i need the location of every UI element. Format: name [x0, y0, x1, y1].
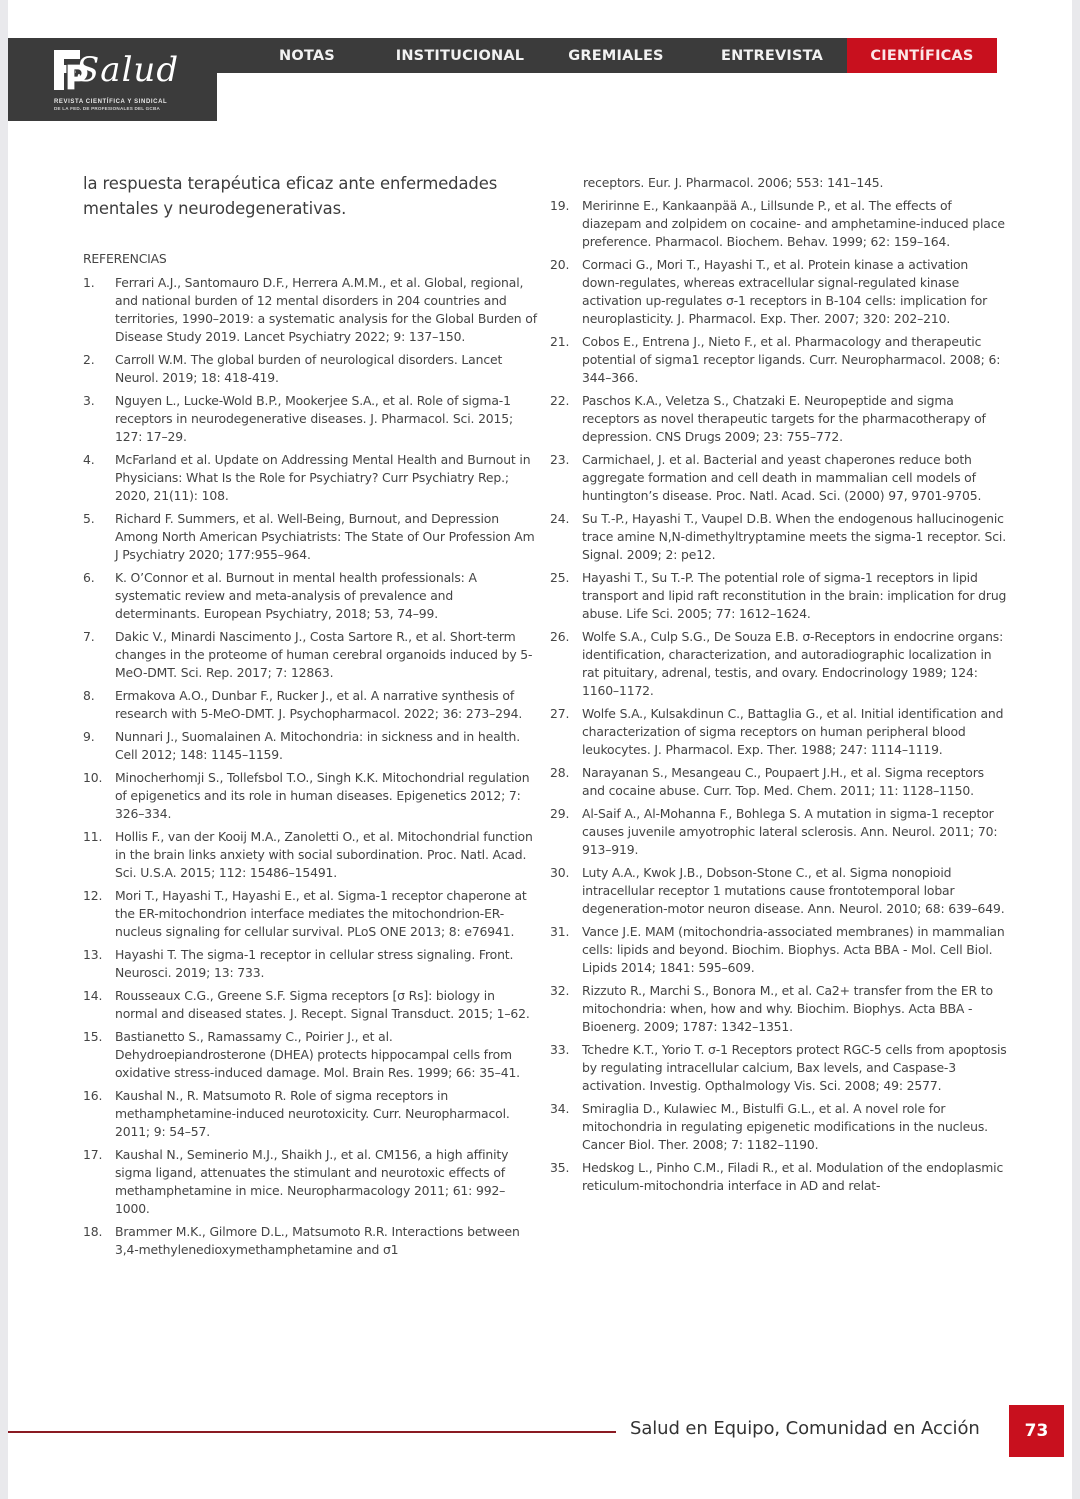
reference-item	[550, 864, 1008, 918]
nav-tab-institucional[interactable]: INSTITUCIONAL	[395, 48, 525, 64]
references-column-right	[550, 174, 1008, 1200]
reference-number: 21.	[550, 334, 570, 349]
reference-item	[83, 1223, 539, 1259]
footer-tagline: Salud en Equipo, Comunidad en Acción	[630, 1418, 980, 1439]
reference-number: 20.	[550, 257, 570, 272]
logo-subtitle: REVISTA CIENTÍFICA Y SINDICAL	[54, 99, 168, 105]
reference-text: Nunnari J., Suomalainen A. Mitochondria: in sickness and in health. Cell 2012; 148: 1145–1159.	[115, 729, 521, 762]
logo[interactable]	[8, 38, 217, 121]
page-number: 73	[1009, 1405, 1064, 1457]
reference-item	[83, 392, 539, 446]
reference-item	[83, 1028, 539, 1082]
reference-item	[83, 887, 539, 941]
reference-item	[83, 510, 539, 564]
reference-number: 8.	[83, 688, 95, 703]
reference-text: McFarland et al. Update on Addressing Mental Health and Burnout in Physicians: What Is the Role for Psychiatry? Curr Psychiatry Rep.; 2020, 21(11): 108.	[115, 452, 531, 503]
reference-number: 33.	[550, 1042, 570, 1057]
reference-text: Brammer M.K., Gilmore D.L., Matsumoto R.R. Interactions between 3,4-methylenedioxymethamphetamine and σ1	[115, 1224, 520, 1257]
reference-text: Vance J.E. MAM (mitochondria-associated membranes) in mammalian cells: lipids and beyond. Biochim. Biophys. Acta BBA - Mol. Cell Biol. Lipids 2014; 1841: 595–609.	[582, 924, 1005, 975]
reference-number: 22.	[550, 393, 570, 408]
reference-number: 7.	[83, 629, 95, 644]
reference-text: Minocherhomji S., Tollefsbol T.O., Singh K.K. Mitochondrial regulation of epigenetics and its role in human diseases. Epigenetics 2012; 7: 326–334.	[115, 770, 530, 821]
reference-number: 31.	[550, 924, 570, 939]
reference-item	[83, 687, 539, 723]
reference-number: 28.	[550, 765, 570, 780]
reference-number: 27.	[550, 706, 570, 721]
reference-number: 14.	[83, 988, 103, 1003]
magazine-page	[8, 0, 1072, 1499]
reference-text: Hedskog L., Pinho C.M., Filadi R., et al. Modulation of the endoplasmic reticulum-mitochondria interface in AD and relat-	[582, 1160, 1004, 1193]
reference-text: Kaushal N., R. Matsumoto R. Role of sigma receptors in methamphetamine-induced neurotoxicity. Curr. Neuropharmacol. 2011; 9: 54–57.	[115, 1088, 510, 1139]
reference-item	[550, 256, 1008, 328]
reference-number: 29.	[550, 806, 570, 821]
reference-item	[550, 705, 1008, 759]
reference-text: Dakic V., Minardi Nascimento J., Costa Sartore R., et al. Short-term changes in the proteome of human cerebral organoids induced by 5-MeO-DMT. Sci. Rep. 2017; 7: 12863.	[115, 629, 533, 680]
reference-number: 15.	[83, 1029, 103, 1044]
reference-item	[550, 805, 1008, 859]
nav-tab-entrevista[interactable]: ENTREVISTA	[720, 48, 824, 64]
reference-text: Meririnne E., Kankaanpää A., Lillsunde P., et al. The effects of diazepam and zolpidem on cocaine- and amphetamine-induced place preference. Pharmacol. Biochem. Behav. 1999; 62: 159–164.	[582, 198, 1005, 249]
reference-number: 25.	[550, 570, 570, 585]
reference-number: 30.	[550, 865, 570, 880]
references-column-left	[83, 274, 539, 1264]
intro-paragraph: la respuesta terapéutica eficaz ante enfermedades mentales y neurodegenerativas.	[83, 174, 498, 218]
reference-text: Wolfe S.A., Culp S.G., De Souza E.B. σ-Receptors in endocrine organs: identification, characterization, and autoradiographic localization in rat pituitary, adrenal, testis, and ovary. Endocrinology 1989; 124: 1160–1172.	[582, 629, 1004, 698]
reference-text: Narayanan S., Mesangeau C., Poupaert J.H., et al. Sigma receptors and cocaine abuse. Curr. Top. Med. Chem. 2011; 11: 1128–1150.	[582, 765, 984, 798]
footer-divider	[8, 1431, 616, 1433]
reference-item	[550, 333, 1008, 387]
reference-number: 26.	[550, 629, 570, 644]
reference-text: Al-Saif A., Al-Mohanna F., Bohlega S. A mutation in sigma-1 receptor causes juvenile amyotrophic lateral sclerosis. Ann. Neurol. 2011; 70: 913–919.	[582, 806, 998, 857]
reference-continuation: receptors. Eur. J. Pharmacol. 2006; 553: 141–145.	[583, 175, 884, 190]
reference-text: Bastianetto S., Ramassamy C., Poirier J., et al. Dehydroepiandrosterone (DHEA) protects hippocampal cells from oxidative stress-induced damage. Mol. Brain Res. 1999; 66: 35–41.	[115, 1029, 520, 1080]
reference-item	[83, 728, 539, 764]
reference-text: Su T.-P., Hayashi T., Vaupel D.B. When the endogenous hallucinogenic trace amine N,N-dimethyltryptamine meets the sigma-1 receptor. Sci. Signal. 2009; 2: pe12.	[582, 511, 1006, 562]
reference-item	[83, 274, 539, 346]
reference-item	[550, 1159, 1008, 1195]
reference-item	[550, 1100, 1008, 1154]
reference-text: Wolfe S.A., Kulsakdinun C., Battaglia G., et al. Initial identification and characterization of sigma receptors on human peripheral blood leukocytes. J. Pharmacol. Exp. Ther. 1988; 247: 1114–1119.	[582, 706, 1004, 757]
reference-item	[83, 769, 539, 823]
reference-item	[83, 946, 539, 982]
reference-text: Mori T., Hayashi T., Hayashi E., et al. Sigma-1 receptor chaperone at the ER-mitochondrion interface mediates the mitochondrion-ER-nucleus signaling for cellular survival. PLoS ONE 2013; 8: e76941.	[115, 888, 527, 939]
reference-item	[83, 1087, 539, 1141]
reference-text: Smiraglia D., Kulawiec M., Bistulfi G.L., et al. A novel role for mitochondria in regulating epigenetic modifications in the nucleus. Cancer Biol. Ther. 2008; 7: 1182–1190.	[582, 1101, 988, 1152]
reference-number: 10.	[83, 770, 103, 785]
reference-text: Rousseaux C.G., Greene S.F. Sigma receptors [σ Rs]: biology in normal and diseased states. J. Recept. Signal Transduct. 2015; 1–62.	[115, 988, 530, 1021]
reference-number: 6.	[83, 570, 95, 585]
reference-text: Rizzuto R., Marchi S., Bonora M., et al. Ca2+ transfer from the ER to mitochondria: when, how and why. Biochim. Biophys. Acta BBA - Bioenerg. 2009; 1787: 1342–1351.	[582, 983, 993, 1034]
reference-item	[550, 392, 1008, 446]
reference-item	[83, 451, 539, 505]
logo-wordmark: Salud	[76, 50, 180, 90]
nav-tab-notas[interactable]: NOTAS	[279, 48, 335, 64]
reference-text: Hollis F., van der Kooij M.A., Zanoletti O., et al. Mitochondrial function in the brain links anxiety with social subordination. Proc. Natl. Acad. Sci. U.S.A. 2015; 112: 15486–15491.	[115, 829, 533, 880]
reference-item	[83, 628, 539, 682]
reference-item	[83, 987, 539, 1023]
references-heading: REFERENCIAS	[83, 251, 167, 266]
reference-number: 13.	[83, 947, 103, 962]
reference-number: 1.	[83, 275, 95, 290]
reference-item	[550, 923, 1008, 977]
reference-item	[83, 351, 539, 387]
reference-text: Kaushal N., Seminerio M.J., Shaikh J., et al. CM156, a high affinity sigma ligand, attenuates the stimulant and neurotoxic effects of methamphetamine in mice. Neuropharmacology 2011; 61: 992–1000.	[115, 1147, 509, 1216]
reference-item	[550, 451, 1008, 505]
reference-number: 3.	[83, 393, 95, 408]
reference-text: Cormaci G., Mori T., Hayashi T., et al. Protein kinase a activation down-regulates, whereas extracellular signal-regulated kinase activation up-regulates σ-1 receptors in B-104 cells: implication for neuroplasticity. J. Pharmacol. Exp. Ther. 2007; 320: 202–210.	[582, 257, 988, 326]
reference-item	[83, 569, 539, 623]
reference-text: Paschos K.A., Veletza S., Chatzaki E. Neuropeptide and sigma receptors as novel therapeutic targets for the pharmacotherapy of depression. CNS Drugs 2009; 23: 755–772.	[582, 393, 986, 444]
reference-item	[550, 764, 1008, 800]
reference-number: 19.	[550, 198, 570, 213]
reference-item	[550, 569, 1008, 623]
reference-item	[550, 510, 1008, 564]
reference-text: Carmichael, J. et al. Bacterial and yeast chaperones reduce both aggregate formation and cell death in mammalian cell models of huntington’s disease. Proc. Natl. Acad. Sci. (2000) 97, 9701-9705.	[582, 452, 982, 503]
reference-number: 18.	[83, 1224, 103, 1239]
reference-number: 2.	[83, 352, 95, 367]
reference-number: 11.	[83, 829, 103, 844]
reference-text: Nguyen L., Lucke-Wold B.P., Mookerjee S.A., et al. Role of sigma-1 receptors in neurodegenerative diseases. J. Pharmacol. Sci. 2015; 127: 17–29.	[115, 393, 514, 444]
reference-text: K. O’Connor et al. Burnout in mental health professionals: A systematic review and meta-analysis of prevalence and determinants. European Psychiatry, 2018; 53, 74–99.	[115, 570, 477, 621]
reference-item	[550, 982, 1008, 1036]
reference-item	[550, 1041, 1008, 1095]
references-list-right	[550, 197, 1008, 1195]
reference-item	[550, 197, 1008, 251]
logo-subtitle-secondary: DE LA FED. DE PROFESIONALES DEL GCBA	[54, 106, 160, 111]
reference-number: 12.	[83, 888, 103, 903]
reference-item	[83, 1146, 539, 1218]
reference-item	[550, 628, 1008, 700]
reference-text: Luty A.A., Kwok J.B., Dobson-Stone C., et al. Sigma nonopioid intracellular receptor 1 mutations cause frontotemporal lobar degeneration-motor neuron disease. Ann. Neurol. 2010; 68: 639–649.	[582, 865, 1005, 916]
reference-number: 4.	[83, 452, 95, 467]
reference-text: Tchedre K.T., Yorio T. σ-1 Receptors protect RGC-5 cells from apoptosis by regulating intracellular calcium, Bax levels, and Caspase-3 activation. Investig. Opthalmology Vis. Sci. 2008; 49: 2577.	[582, 1042, 1007, 1093]
reference-number: 32.	[550, 983, 570, 998]
reference-text: Hayashi T., Su T.-P. The potential role of sigma-1 receptors in lipid transport and lipid raft reconstitution in the brain: implication for drug abuse. Life Sci. 2005; 77: 1612–1624.	[582, 570, 1007, 621]
reference-number: 35.	[550, 1160, 570, 1175]
reference-item	[83, 828, 539, 882]
nav-tab-cientificas[interactable]: CIENTÍFICAS	[847, 38, 997, 73]
reference-text: Ermakova A.O., Dunbar F., Rucker J., et al. A narrative synthesis of research with 5-MeO-DMT. J. Psychopharmacol. 2022; 36: 273–294.	[115, 688, 523, 721]
reference-number: 5.	[83, 511, 95, 526]
reference-text: Carroll W.M. The global burden of neurological disorders. Lancet Neurol. 2019; 18: 418-419.	[115, 352, 503, 385]
reference-number: 34.	[550, 1101, 570, 1116]
nav-tab-gremiales[interactable]: GREMIALES	[568, 48, 664, 64]
reference-text: Ferrari A.J., Santomauro D.F., Herrera A.M.M., et al. Global, regional, and national burden of 12 mental disorders in 204 countries and territories, 1990–2019: a systematic analysis for the Global Burden of Disease Study 2019. Lancet Psychiatry 2022; 9: 137–150.	[115, 275, 537, 344]
reference-number: 17.	[83, 1147, 103, 1162]
reference-number: 16.	[83, 1088, 103, 1103]
reference-text: Cobos E., Entrena J., Nieto F., et al. Pharmacology and therapeutic potential of sigma1 receptor ligands. Curr. Neuropharmacol. 2008; 6: 344–366.	[582, 334, 1001, 385]
reference-number: 23.	[550, 452, 570, 467]
reference-text: Hayashi T. The sigma-1 receptor in cellular stress signaling. Front. Neurosci. 2019; 13: 733.	[115, 947, 514, 980]
reference-text: Richard F. Summers, et al. Well-Being, Burnout, and Depression Among North American Psychiatrists: The State of Our Profession Am J Psychiatry 2020; 177:955–964.	[115, 511, 535, 562]
reference-number: 24.	[550, 511, 570, 526]
reference-number: 9.	[83, 729, 95, 744]
